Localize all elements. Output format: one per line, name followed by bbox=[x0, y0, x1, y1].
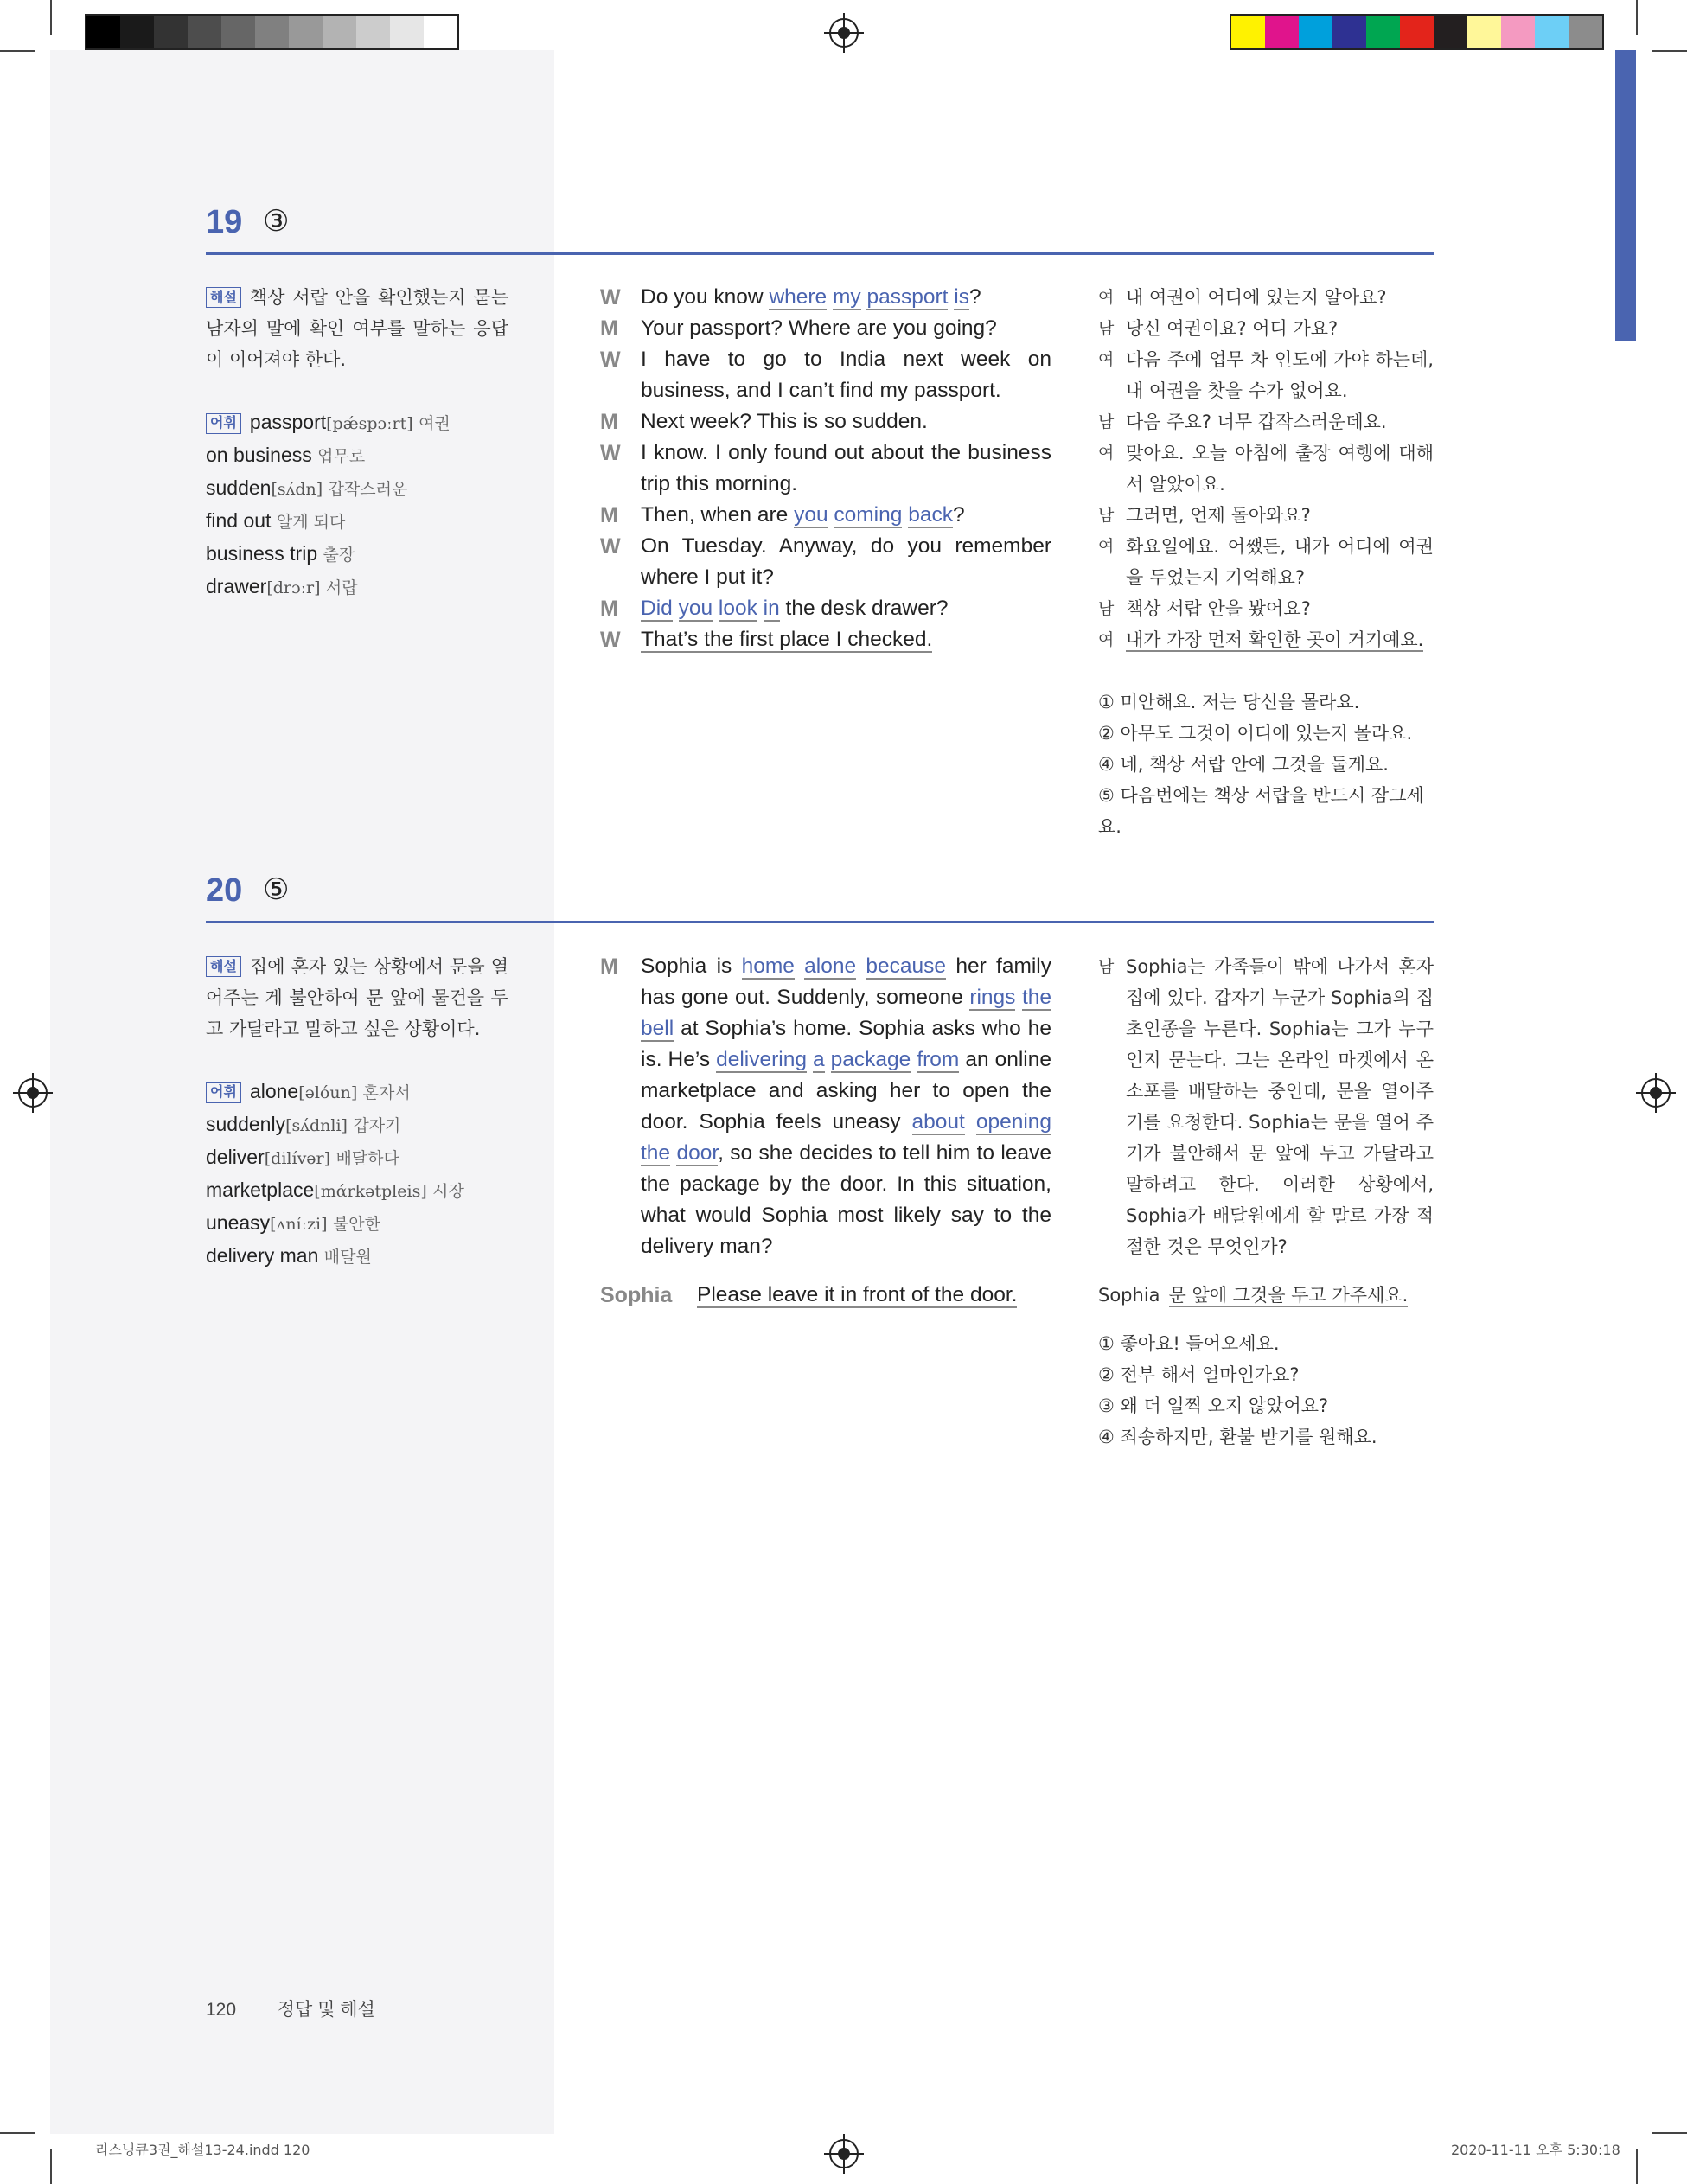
answer-line: That’s the first place I checked. bbox=[641, 628, 933, 651]
line-text: I have to go to India next week on business, and I can’t find my passport. bbox=[641, 348, 1051, 402]
vocab-meaning: 혼자서 bbox=[362, 1083, 411, 1102]
line-text: 다음 주요? 너무 갑작스러운데요. bbox=[1126, 412, 1387, 432]
color-swatch bbox=[1535, 16, 1569, 48]
q19-vocab-list bbox=[206, 406, 508, 603]
speaker-label: W bbox=[600, 534, 621, 559]
crop-mark bbox=[1652, 2132, 1687, 2134]
dictation-blank: delivering bbox=[716, 1048, 807, 1071]
vocab-meaning: 시장 bbox=[432, 1182, 464, 1201]
line-text: 당신 여권이요? 어디 가요? bbox=[1126, 318, 1339, 339]
dictation-blank: package bbox=[830, 1048, 911, 1071]
dialogue-line bbox=[600, 624, 1051, 655]
color-swatch bbox=[356, 16, 390, 48]
vocab-item bbox=[206, 439, 508, 472]
line-text: 그러면, 언제 돌아와요? bbox=[1126, 505, 1311, 526]
color-swatch bbox=[1467, 16, 1501, 48]
vocab-item bbox=[206, 1108, 508, 1141]
answer-option: ① 좋아요! 들어오세요. bbox=[1098, 1333, 1280, 1354]
vocab-ipa: [sʌ́dn] bbox=[271, 480, 323, 499]
page-number: 120 bbox=[206, 2000, 237, 2020]
speaker-label: 여 bbox=[1098, 350, 1115, 369]
dictation-blank: passport bbox=[866, 285, 949, 309]
line-text: Do you know where my passport is? bbox=[641, 285, 981, 309]
q19-options bbox=[1098, 686, 1434, 842]
crop-mark bbox=[0, 2132, 35, 2134]
vocab-word: find out bbox=[206, 509, 272, 532]
vocab-item bbox=[206, 1174, 508, 1207]
answer-line: 내가 가장 먼저 확인한 곳이 거기예요. bbox=[1126, 629, 1424, 650]
vocab-word: on business bbox=[206, 444, 312, 466]
dialogue-line bbox=[600, 531, 1051, 593]
vocab-meaning: 여권 bbox=[419, 414, 451, 433]
dictation-blank: alone bbox=[804, 955, 857, 978]
speaker-label: W bbox=[600, 628, 621, 652]
vocab-word: marketplace bbox=[206, 1178, 315, 1201]
dictation-blank: rings bbox=[969, 986, 1016, 1009]
page-footer bbox=[206, 1996, 375, 2021]
vocab-word: deliver bbox=[206, 1146, 265, 1168]
dictation-blank: is bbox=[954, 285, 969, 309]
q20-translation-column bbox=[1098, 951, 1434, 1453]
registration-mark-right bbox=[1641, 1078, 1671, 1108]
vocab-item bbox=[206, 472, 508, 505]
translation-text: Sophia는 가족들이 밖에 나가서 혼자 집에 있다. 갑자기 누군가 Sophia의 집 초인종을 누른다. Sophia는 그가 누구인지 묻는다. 그는 온라인 마켓에서 온 소포를 배달하는 중인데, 문을 열어주기를 요청한다. Sophia는 문을 열어 주기가 불안해서 문 앞에 두고 가달라고 말하려고 한다. 이러한 상황에서, Sophia가 배달원에게 할 말로 가장 적절한 것은 무엇인가? bbox=[1126, 956, 1434, 1257]
vocab-tag: 어휘 bbox=[206, 413, 241, 434]
speaker-label: 여 bbox=[1098, 537, 1115, 556]
answer-option: ① 미안해요. 저는 당신을 몰라요. bbox=[1098, 692, 1360, 712]
file-slug: 리스닝큐3권_해설13-24.indd 120 bbox=[95, 2142, 310, 2158]
answer-option: ② 전부 해서 얼마인가요? bbox=[1098, 1364, 1300, 1385]
color-swatch bbox=[390, 16, 424, 48]
vocab-word: delivery man bbox=[206, 1244, 319, 1267]
speaker-label: M bbox=[600, 597, 618, 621]
dictation-blank: from bbox=[917, 1048, 960, 1071]
explanation-text: 책상 서랍 안을 확인했는지 묻는 남자의 말에 확인 여부를 말하는 응답이 이어져야 한다. bbox=[206, 287, 508, 370]
translation-line bbox=[1098, 593, 1434, 624]
vocab-word: suddenly bbox=[206, 1113, 286, 1135]
dictation-blank: in bbox=[763, 597, 780, 620]
q20-explanation bbox=[206, 951, 508, 1273]
vocab-ipa: [mάrkətpleis] bbox=[314, 1182, 427, 1201]
vocab-ipa: [əlóun] bbox=[298, 1083, 358, 1102]
speaker-label: 여 bbox=[1098, 288, 1115, 307]
vocab-word: business trip bbox=[206, 542, 318, 565]
color-swatch bbox=[221, 16, 255, 48]
speaker-label: 남 bbox=[1098, 319, 1115, 338]
vocab-meaning: 배달하다 bbox=[335, 1149, 399, 1168]
dictation-blank: opening bbox=[975, 1110, 1052, 1134]
vocab-item bbox=[206, 1240, 508, 1273]
dialogue-line bbox=[600, 313, 1051, 344]
line-text: 화요일에요. 어쨌든, 내가 어디에 여권을 두었는지 기억해요? bbox=[1126, 536, 1434, 588]
answer-option: ② 아무도 그것이 어디에 있는지 몰라요. bbox=[1098, 723, 1413, 744]
crop-mark bbox=[1652, 50, 1687, 52]
crop-mark bbox=[50, 2149, 52, 2184]
question-answer: ③ bbox=[263, 205, 290, 238]
vocab-meaning: 알게 되다 bbox=[276, 513, 346, 532]
answer-option: ④ 네, 책상 서랍 안에 그것을 둘게요. bbox=[1098, 754, 1389, 775]
explanation-tag: 해설 bbox=[206, 956, 241, 977]
dialogue-line bbox=[600, 406, 1051, 437]
speaker-label: W bbox=[600, 348, 621, 372]
color-swatch bbox=[1501, 16, 1535, 48]
vocab-ipa: [drɔːr] bbox=[266, 578, 321, 597]
translation-line bbox=[1098, 344, 1434, 406]
vocab-ipa: [ʌníːzi] bbox=[270, 1215, 328, 1234]
answer-option: ⑤ 다음번에는 책상 서랍을 반드시 잠그세요. bbox=[1098, 785, 1424, 837]
vocab-meaning: 배달원 bbox=[323, 1248, 372, 1267]
color-swatch bbox=[1231, 16, 1265, 48]
q20-vocab-list bbox=[206, 1076, 508, 1273]
crop-mark bbox=[1636, 2149, 1638, 2184]
line-text: 맞아요. 오늘 아침에 출장 여행에 대해서 알았어요. bbox=[1126, 443, 1434, 495]
dictation-blank: bell bbox=[641, 1017, 674, 1040]
vocab-item bbox=[206, 1076, 508, 1108]
speaker-label: 남 bbox=[1098, 599, 1115, 618]
dictation-blank: you bbox=[794, 503, 828, 527]
vocab-word: drawer bbox=[206, 575, 267, 597]
vocab-meaning: 갑작스러운 bbox=[328, 480, 408, 499]
crop-mark bbox=[50, 0, 52, 35]
dialogue-line bbox=[600, 593, 1051, 624]
answer-option: ④ 죄송하지만, 환불 받기를 원해요. bbox=[1098, 1427, 1377, 1447]
line-text: Next week? This is so sudden. bbox=[641, 410, 928, 433]
dictation-blank: look bbox=[718, 597, 757, 620]
dictation-blank: a bbox=[813, 1048, 825, 1071]
line-text: Did you look in the desk drawer? bbox=[641, 597, 949, 620]
color-swatch bbox=[424, 16, 457, 48]
speaker-label: W bbox=[600, 441, 621, 465]
color-swatch bbox=[1299, 16, 1332, 48]
dictation-blank: home bbox=[741, 955, 795, 978]
section-tab bbox=[1615, 50, 1636, 341]
vocab-item bbox=[206, 1141, 508, 1174]
answer-speaker: Sophia bbox=[600, 1283, 673, 1307]
color-swatch bbox=[1366, 16, 1400, 48]
dialogue-line bbox=[600, 500, 1051, 531]
translation-line bbox=[1098, 500, 1434, 531]
vocab-ipa: [pǽspɔːrt] bbox=[326, 414, 413, 433]
color-swatch bbox=[1569, 16, 1602, 48]
line-text: Your passport? Where are you going? bbox=[641, 316, 997, 340]
answer-line: Please leave it in front of the door. bbox=[697, 1283, 1018, 1306]
translation-line bbox=[1098, 406, 1434, 437]
color-swatch bbox=[86, 16, 120, 48]
speaker-label: M bbox=[600, 955, 618, 979]
speaker-label: 남 bbox=[1098, 506, 1115, 525]
answer-speaker-kr: Sophia bbox=[1098, 1285, 1160, 1306]
answer-line-kr: 문 앞에 그것을 두고 가주세요. bbox=[1168, 1285, 1409, 1306]
speaker-label: 남 bbox=[1098, 412, 1115, 431]
color-swatch bbox=[323, 16, 356, 48]
process-color-bar bbox=[1230, 14, 1604, 50]
color-swatch bbox=[1265, 16, 1299, 48]
dictation-blank: you bbox=[678, 597, 713, 620]
grayscale-color-bar bbox=[85, 14, 459, 50]
speaker-label: W bbox=[600, 285, 621, 310]
vocab-meaning: 출장 bbox=[323, 546, 355, 565]
dictation-blank: the bbox=[1021, 986, 1052, 1009]
vocab-word: passport bbox=[249, 411, 327, 433]
crop-mark bbox=[1636, 0, 1638, 35]
color-swatch bbox=[289, 16, 323, 48]
line-text bbox=[1126, 624, 1434, 655]
q20-options bbox=[1098, 1328, 1434, 1453]
speaker-label: 여 bbox=[1098, 444, 1115, 463]
q19-explanation bbox=[206, 282, 508, 603]
speaker-label: M bbox=[600, 316, 618, 341]
q19-translation bbox=[1098, 282, 1434, 655]
vocab-word: uneasy bbox=[206, 1211, 271, 1234]
q19-translation-column bbox=[1098, 282, 1434, 842]
vocab-tag: 어휘 bbox=[206, 1082, 241, 1103]
dialogue-line bbox=[600, 282, 1051, 313]
color-swatch bbox=[154, 16, 188, 48]
speaker-label: 남 bbox=[1098, 957, 1115, 976]
speaker-label: M bbox=[600, 410, 618, 434]
color-swatch bbox=[1332, 16, 1366, 48]
q20-narration bbox=[600, 951, 1051, 1311]
section-name: 정답 및 해설 bbox=[277, 2000, 375, 2020]
color-swatch bbox=[1400, 16, 1434, 48]
line-text: Then, when are you coming back? bbox=[641, 503, 965, 527]
line-text: 책상 서랍 안을 봤어요? bbox=[1126, 598, 1311, 619]
translation-line bbox=[1098, 313, 1434, 344]
vocab-meaning: 갑자기 bbox=[353, 1116, 401, 1135]
color-swatch bbox=[188, 16, 221, 48]
vocab-item bbox=[206, 571, 508, 603]
explanation-text: 집에 혼자 있는 상황에서 문을 열어주는 게 불안하여 문 앞에 물건을 두고 가달라고 말하고 싶은 상황이다. bbox=[206, 956, 508, 1039]
dictation-blank: where bbox=[769, 285, 828, 309]
narration-text: Sophia is home alone because her family has gone out. Suddenly, someone rings the bell at Sophia’s home. Sophia asks who he is. He’s delivering a package from an online marketplace and asking her to open the door. Sophia feels uneasy about opening the door, so she decides to tell him to leave the package by the door. In this situation, what would Sophia most likely say to the delivery man? bbox=[641, 955, 1052, 1258]
vocab-item bbox=[206, 505, 508, 538]
line-text bbox=[641, 624, 1051, 655]
translation-line bbox=[1098, 282, 1434, 313]
vocab-word: alone bbox=[249, 1080, 299, 1102]
date-slug: 2020-11-11 오후 5:30:18 bbox=[1451, 2142, 1620, 2158]
color-swatch bbox=[1434, 16, 1467, 48]
color-swatch bbox=[120, 16, 154, 48]
vocab-meaning: 업무로 bbox=[317, 447, 366, 466]
line-text: On Tuesday. Anyway, do you remember where I put it? bbox=[641, 534, 1051, 589]
question-answer: ⑤ bbox=[263, 873, 290, 906]
dialogue-line bbox=[600, 344, 1051, 406]
dictation-blank: back bbox=[908, 503, 953, 527]
dictation-blank: my bbox=[832, 285, 861, 309]
vocab-item bbox=[206, 538, 508, 571]
line-text: I know. I only found out about the business trip this morning. bbox=[641, 441, 1051, 495]
registration-mark-left bbox=[18, 1078, 48, 1108]
question-number: 20 bbox=[206, 872, 243, 909]
q19-dialogue bbox=[600, 282, 1051, 655]
dictation-blank: coming bbox=[834, 503, 903, 527]
registration-mark-bottom bbox=[829, 2139, 859, 2168]
vocab-word: sudden bbox=[206, 476, 272, 499]
dictation-blank: about bbox=[911, 1110, 965, 1134]
answer-option: ③ 왜 더 일찍 오지 않았어요? bbox=[1098, 1395, 1329, 1416]
translation-line bbox=[1098, 437, 1434, 500]
line-text: 내 여권이 어디에 있는지 알아요? bbox=[1126, 287, 1387, 308]
vocab-ipa: [sʌ́dnli] bbox=[285, 1116, 348, 1135]
line-text: 다음 주에 업무 차 인도에 가야 하는데, 내 여권을 찾을 수가 없어요. bbox=[1126, 349, 1434, 401]
crop-mark bbox=[0, 50, 35, 52]
vocab-meaning: 불안한 bbox=[332, 1215, 380, 1234]
vocab-item bbox=[206, 406, 508, 439]
color-swatch bbox=[255, 16, 289, 48]
dictation-blank: the bbox=[641, 1141, 671, 1165]
vocab-meaning: 서랍 bbox=[325, 578, 358, 597]
explanation-tag: 해설 bbox=[206, 287, 241, 308]
speaker-label: M bbox=[600, 503, 618, 527]
registration-mark-top bbox=[829, 18, 859, 48]
section-divider bbox=[206, 921, 1434, 923]
section-divider bbox=[206, 252, 1434, 255]
vocab-item bbox=[206, 1207, 508, 1240]
dictation-blank: door bbox=[676, 1141, 719, 1165]
translation-line bbox=[1098, 531, 1434, 593]
dictation-blank: Did bbox=[641, 597, 673, 620]
dictation-blank: because bbox=[866, 955, 947, 978]
speaker-label: 여 bbox=[1098, 630, 1115, 649]
question-number: 19 bbox=[206, 204, 243, 240]
dialogue-line bbox=[600, 437, 1051, 500]
translation-line bbox=[1098, 624, 1434, 655]
vocab-ipa: [dilívər] bbox=[264, 1149, 331, 1168]
